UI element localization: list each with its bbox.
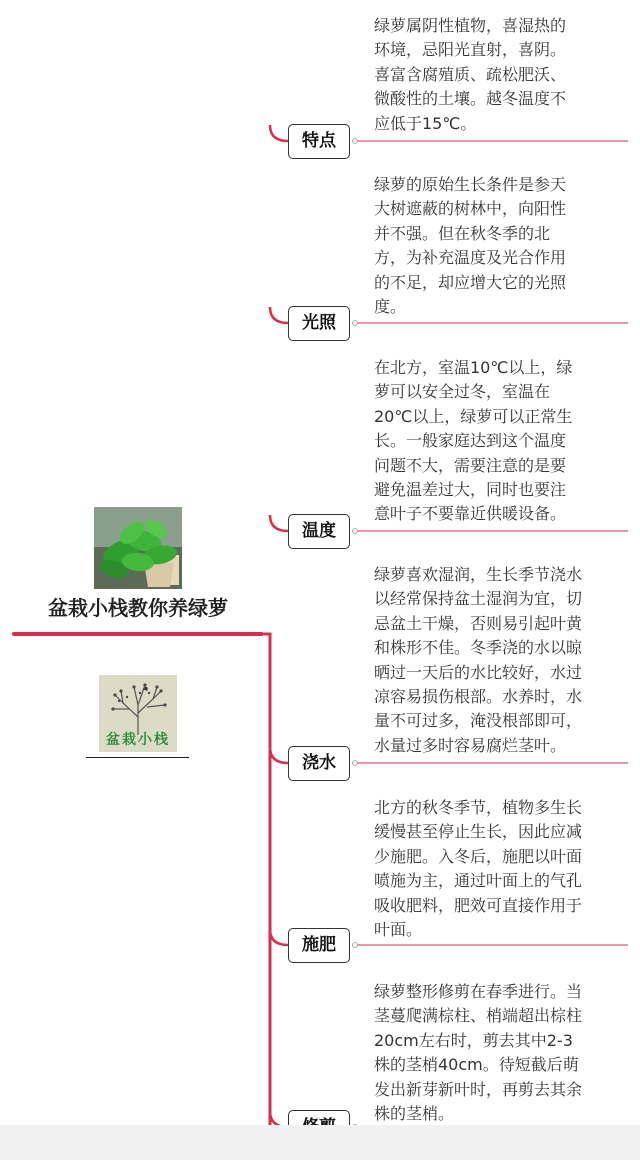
description-line: 喷施为主，通过叶面上的气孔 [374,871,583,891]
topic-description [374,173,630,319]
description-line: 20cm左右时，剪去其中2-3 [374,1030,573,1050]
description-line: 少施肥。入冬后，施肥以叶面 [374,846,583,866]
topic-branch-stub [270,929,288,945]
description-line: 晒过一天后的水比较好，水过 [374,662,583,682]
description-line: 微酸性的土壤。越冬温度不 [374,89,567,109]
topic-node[interactable]: 浇水 [288,746,350,781]
topic-node[interactable]: 温度 [288,514,350,549]
root-topic-title[interactable]: 盆栽小栈教你养绿萝 [48,596,228,620]
brand-logo [99,675,177,752]
main-branch-trunk [264,634,270,1125]
description-line: 绿萝整形修剪在春季进行。当 [374,982,583,1001]
description-line: 量不可过多，淹没根部即可， [374,711,583,731]
topic-branch-stubs [270,125,288,1127]
description-line: 北方的秋冬季节，植物多生长 [374,798,583,817]
topic-branch-stub [270,125,288,141]
description-line: 的不足，却应增大它的光照 [374,272,567,292]
description-line: 大树遮蔽的树林中，向阳性 [374,199,567,219]
description-line: 20℃以上，绿萝可以正常生 [374,406,573,426]
description-line: 吸收肥料，肥效可直接作用于 [374,895,583,915]
description-line: 在北方，室温10℃以上，绿 [374,358,573,377]
description-line: 以经常保持盆土湿润为宜，切 [374,589,583,609]
description-line: 喜富含腐殖质、疏松肥沃、 [374,64,567,84]
description-line: 忌盆土干燥，否则易引起叶黄 [374,613,583,633]
description-line: 茎蔓爬满棕柱、梢端超出棕柱 [374,1006,583,1026]
connector-dot [353,321,358,326]
description-line: 株的茎梢40cm。待短截后萌 [374,1055,579,1075]
description-line: 凉容易损伤根部。水养时，水 [374,687,583,707]
description-line: 并不强。但在秋冬季的北 [374,223,551,243]
description-line: 绿萝喜欢湿润，生长季节浇水 [374,565,583,584]
logo-text: 盆栽小栈 [106,732,170,748]
logo-underline [86,757,189,758]
description-line: 问题不大，需要注意的是要 [374,455,567,475]
topic-description [374,980,630,1126]
description-line: 环境，忌阳光直射，喜阴。 [374,40,567,60]
root-plant-image [94,507,182,589]
description-line: 缓慢甚至停止生长，因此应减 [374,822,583,842]
connector-dot [353,139,358,144]
bottom-scroll-area [0,1125,640,1160]
description-line: 和株形不佳。冬季浇的水以晾 [374,638,583,658]
description-line: 度。 [374,297,407,317]
connector-dot [353,529,358,534]
topic-description [374,796,630,942]
topic-node[interactable]: 特点 [288,124,350,159]
topic-node[interactable]: 施肥 [288,928,350,963]
root-topic-underline [12,632,264,636]
topic-description [374,14,630,136]
description-line: 意叶子不要靠近供暖设备。 [374,504,567,524]
description-line: 株的茎梢。 [374,1104,455,1124]
topic-branch-stub [270,515,288,531]
description-line: 发出新芽新叶时，再剪去其余 [374,1079,583,1099]
description-line: 应低于15℃。 [374,113,477,133]
description-line: 绿萝属阴性植物，喜湿热的 [374,16,567,35]
description-line: 绿萝的原始生长条件是参天 [374,175,567,194]
connector-dot [353,943,358,948]
topic-description [374,356,630,527]
topic-branch-stub [270,747,288,763]
topic-node[interactable]: 光照 [288,306,350,341]
pothos-plant-photo-icon [94,507,182,589]
connector-dot [353,761,358,766]
description-line: 长。一般家庭达到这个温度 [374,431,567,451]
description-line: 叶面。 [374,920,423,940]
topic-branch-stub [270,307,288,323]
description-line: 水量过多时容易腐烂茎叶。 [374,735,567,755]
description-line: 避免温差过大，同时也要注 [374,480,567,500]
topic-description [374,563,630,758]
description-line: 方，为补充温度及光合作用 [374,248,567,268]
description-line: 萝可以安全过冬，室温在 [374,382,551,402]
